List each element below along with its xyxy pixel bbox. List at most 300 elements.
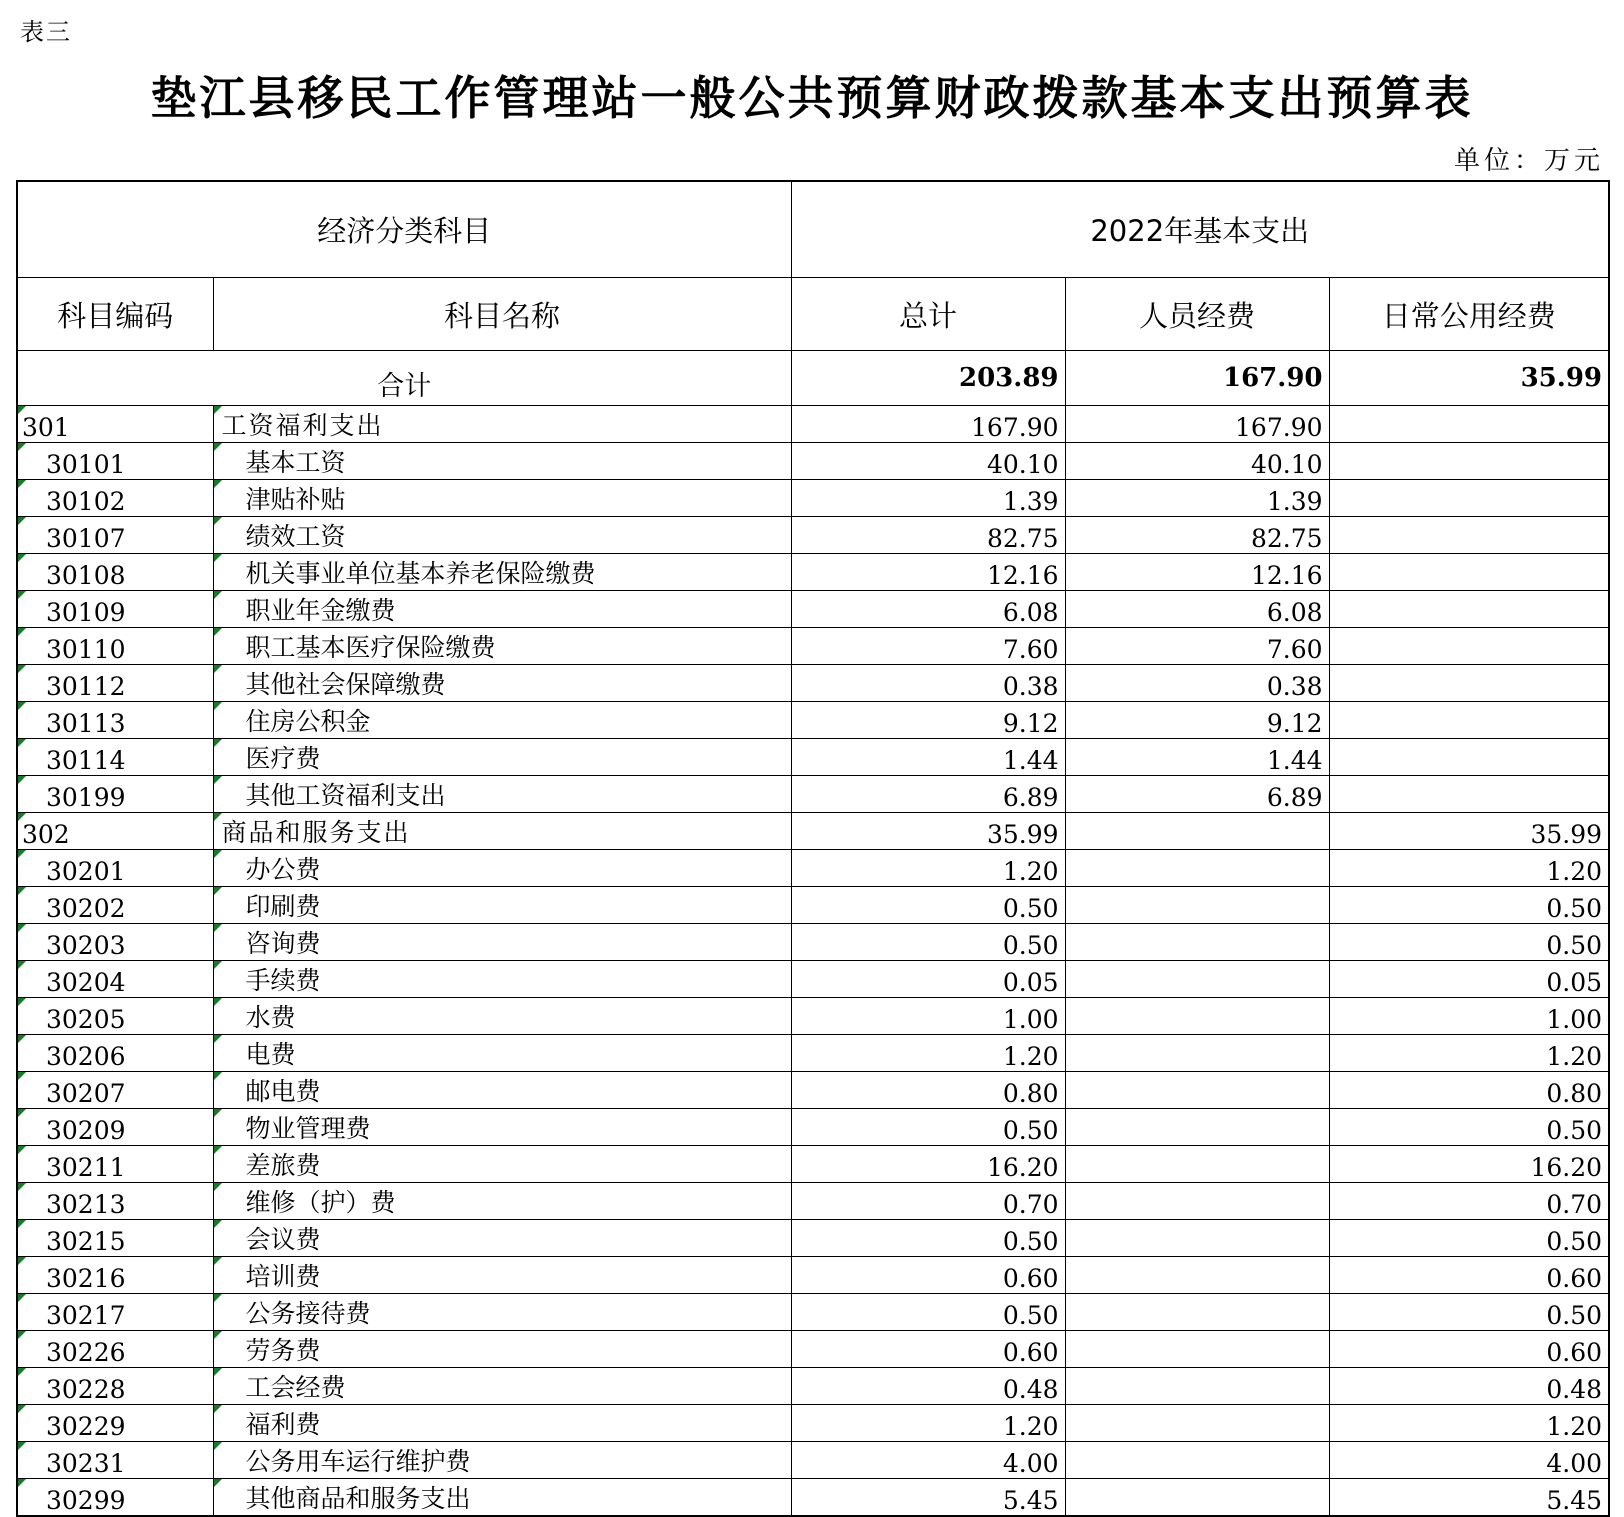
row-total-text: 40.10 — [986, 450, 1059, 479]
cell-marker-icon — [18, 591, 26, 599]
table-row — [17, 517, 1609, 554]
row-code — [17, 554, 213, 591]
row-total — [791, 517, 1065, 554]
row-code — [17, 406, 213, 443]
row-code — [17, 1072, 213, 1109]
row-total-text: 1.44 — [1002, 746, 1059, 775]
row-public — [1329, 887, 1609, 924]
cell-marker-icon — [18, 1220, 26, 1228]
table-row — [17, 1220, 1609, 1257]
row-personnel — [1065, 591, 1329, 628]
cell-marker-icon — [214, 1479, 222, 1487]
row-code — [17, 591, 213, 628]
header-name: 科目名称 — [213, 278, 791, 351]
row-personnel — [1065, 961, 1329, 998]
row-code-text: 30206 — [46, 1042, 126, 1071]
cell-marker-icon — [18, 850, 26, 858]
table-row — [17, 887, 1609, 924]
row-public — [1329, 628, 1609, 665]
table-row — [17, 554, 1609, 591]
cell-marker-icon — [214, 924, 222, 932]
cell-marker-icon — [214, 665, 222, 673]
row-name-text: 会议费 — [245, 1225, 321, 1254]
row-public — [1329, 554, 1609, 591]
row-code — [17, 1035, 213, 1072]
row-name — [213, 776, 791, 813]
cell-marker-icon — [18, 1368, 26, 1376]
row-name-text: 商品和服务支出 — [221, 818, 411, 847]
row-personnel-text: 82.75 — [1250, 524, 1323, 553]
row-total-text: 167.90 — [971, 413, 1059, 442]
row-code-text: 30101 — [46, 450, 126, 479]
row-name — [213, 702, 791, 739]
row-personnel — [1065, 1220, 1329, 1257]
row-public — [1329, 998, 1609, 1035]
budget-table-body — [17, 181, 1609, 1516]
row-total-text: 7.60 — [1002, 635, 1059, 664]
cell-marker-icon — [18, 1109, 26, 1117]
table-row — [17, 850, 1609, 887]
cell-marker-icon — [18, 1331, 26, 1339]
cell-marker-icon — [18, 554, 26, 562]
table-row — [17, 1331, 1609, 1368]
row-name-text: 手续费 — [245, 966, 321, 995]
row-personnel-text: 0.38 — [1266, 672, 1323, 701]
page-title: 垫江县移民工作管理站一般公共预算财政拨款基本支出预算表 — [150, 71, 1474, 125]
row-personnel-text: 6.08 — [1266, 598, 1323, 627]
row-code — [17, 702, 213, 739]
unit-label: 单位：万元 — [1453, 146, 1604, 176]
row-total-text: 35.99 — [986, 820, 1059, 849]
row-total-text: 0.50 — [1002, 1301, 1059, 1330]
row-total — [791, 813, 1065, 850]
row-code-text: 30228 — [46, 1375, 126, 1404]
header-personnel: 人员经费 — [1065, 278, 1329, 351]
row-personnel — [1065, 1479, 1329, 1517]
row-public — [1329, 924, 1609, 961]
row-personnel — [1065, 517, 1329, 554]
cell-marker-icon — [214, 406, 222, 414]
row-name-text: 职工基本医疗保险缴费 — [245, 633, 496, 662]
row-total-text: 1.20 — [1002, 1042, 1059, 1071]
row-code — [17, 1405, 213, 1442]
cell-marker-icon — [18, 998, 26, 1006]
row-code-text: 30114 — [46, 746, 126, 775]
header-row-2 — [17, 278, 1609, 351]
row-name — [213, 480, 791, 517]
row-total-text: 82.75 — [986, 524, 1059, 553]
cell-marker-icon — [214, 1072, 222, 1080]
row-total — [791, 998, 1065, 1035]
row-total-text: 0.60 — [1002, 1338, 1059, 1367]
row-name-text: 福利费 — [245, 1410, 321, 1439]
row-code-text: 30102 — [46, 487, 126, 516]
cell-marker-icon — [214, 998, 222, 1006]
row-public — [1329, 1294, 1609, 1331]
cell-marker-icon — [214, 702, 222, 710]
cell-marker-icon — [18, 1442, 26, 1450]
row-personnel-text: 40.10 — [1250, 450, 1323, 479]
row-code — [17, 961, 213, 998]
row-total — [791, 554, 1065, 591]
total-public: 35.99 — [1329, 351, 1609, 406]
cell-marker-icon — [18, 665, 26, 673]
row-personnel — [1065, 1442, 1329, 1479]
row-name-text: 公务用车运行维护费 — [245, 1447, 471, 1476]
row-public-text: 1.20 — [1546, 857, 1603, 886]
row-name — [213, 443, 791, 480]
row-name — [213, 554, 791, 591]
row-code-text: 30112 — [46, 672, 126, 701]
header-public: 日常公用经费 — [1329, 278, 1609, 351]
row-personnel — [1065, 1331, 1329, 1368]
table-label: 表三 — [20, 18, 72, 46]
row-name — [213, 1368, 791, 1405]
row-public — [1329, 702, 1609, 739]
row-total — [791, 1146, 1065, 1183]
cell-marker-icon — [214, 554, 222, 562]
row-name-text: 其他商品和服务支出 — [245, 1484, 471, 1513]
row-total — [791, 665, 1065, 702]
row-code — [17, 628, 213, 665]
row-personnel — [1065, 776, 1329, 813]
row-personnel — [1065, 1072, 1329, 1109]
row-total-text: 0.70 — [1002, 1190, 1059, 1219]
row-code — [17, 1442, 213, 1479]
row-code — [17, 443, 213, 480]
row-code-text: 30205 — [46, 1005, 126, 1034]
row-public — [1329, 443, 1609, 480]
row-personnel — [1065, 1035, 1329, 1072]
cell-marker-icon — [18, 887, 26, 895]
row-total-text: 12.16 — [986, 561, 1059, 590]
row-total — [791, 591, 1065, 628]
row-public — [1329, 1183, 1609, 1220]
row-public-text: 0.50 — [1546, 1227, 1603, 1256]
cell-marker-icon — [18, 1257, 26, 1265]
row-name — [213, 665, 791, 702]
row-code — [17, 813, 213, 850]
row-code-text: 30108 — [46, 561, 126, 590]
row-public-text: 0.05 — [1546, 968, 1603, 997]
row-total — [791, 1220, 1065, 1257]
row-total-text: 4.00 — [1002, 1449, 1059, 1478]
row-public — [1329, 961, 1609, 998]
table-row — [17, 739, 1609, 776]
row-public — [1329, 1331, 1609, 1368]
cell-marker-icon — [18, 702, 26, 710]
row-total — [791, 1479, 1065, 1517]
row-name-text: 其他社会保障缴费 — [245, 670, 446, 699]
row-name — [213, 1479, 791, 1517]
row-name — [213, 628, 791, 665]
row-public-text: 0.50 — [1546, 1301, 1603, 1330]
row-name — [213, 1331, 791, 1368]
row-code-text: 30107 — [46, 524, 126, 553]
row-personnel — [1065, 1405, 1329, 1442]
cell-marker-icon — [18, 776, 26, 784]
row-public — [1329, 1072, 1609, 1109]
budget-table — [16, 180, 1610, 1517]
table-row — [17, 443, 1609, 480]
row-name — [213, 1257, 791, 1294]
row-name-text: 机关事业单位基本养老保险缴费 — [245, 559, 596, 588]
table-row — [17, 1072, 1609, 1109]
row-personnel — [1065, 1146, 1329, 1183]
row-personnel — [1065, 665, 1329, 702]
row-public — [1329, 1479, 1609, 1517]
cell-marker-icon — [18, 480, 26, 488]
row-total — [791, 924, 1065, 961]
header-year-basic: 2022年基本支出 — [791, 181, 1609, 278]
row-total — [791, 1035, 1065, 1072]
row-total-text: 1.20 — [1002, 1412, 1059, 1441]
row-personnel — [1065, 628, 1329, 665]
row-code — [17, 517, 213, 554]
row-total — [791, 1405, 1065, 1442]
row-code — [17, 887, 213, 924]
row-name-text: 差旅费 — [245, 1151, 321, 1180]
row-name — [213, 1109, 791, 1146]
cell-marker-icon — [18, 1146, 26, 1154]
table-row — [17, 480, 1609, 517]
cell-marker-icon — [214, 887, 222, 895]
table-row — [17, 1146, 1609, 1183]
row-name — [213, 1294, 791, 1331]
row-name-text: 医疗费 — [245, 744, 321, 773]
row-name-text: 邮电费 — [245, 1077, 321, 1106]
cell-marker-icon — [214, 1405, 222, 1413]
row-personnel — [1065, 702, 1329, 739]
row-code — [17, 1257, 213, 1294]
row-public-text: 0.70 — [1546, 1190, 1603, 1219]
row-total — [791, 1331, 1065, 1368]
row-name-text: 劳务费 — [245, 1336, 321, 1365]
row-public-text: 1.20 — [1546, 1412, 1603, 1441]
table-row — [17, 665, 1609, 702]
row-name — [213, 517, 791, 554]
cell-marker-icon — [214, 1294, 222, 1302]
table-row — [17, 998, 1609, 1035]
row-total-text: 0.50 — [1002, 1227, 1059, 1256]
cell-marker-icon — [18, 813, 26, 821]
table-row — [17, 1183, 1609, 1220]
table-row — [17, 702, 1609, 739]
row-code — [17, 1479, 213, 1517]
row-total-text: 0.38 — [1002, 672, 1059, 701]
row-name-text: 电费 — [245, 1040, 296, 1069]
row-total-text: 1.20 — [1002, 857, 1059, 886]
row-total-text: 0.48 — [1002, 1375, 1059, 1404]
row-name-text: 培训费 — [245, 1262, 321, 1291]
row-total — [791, 1072, 1065, 1109]
row-total — [791, 1294, 1065, 1331]
row-personnel — [1065, 887, 1329, 924]
row-code — [17, 1109, 213, 1146]
row-code-text: 30109 — [46, 598, 126, 627]
table-row — [17, 776, 1609, 813]
row-personnel — [1065, 924, 1329, 961]
cell-marker-icon — [214, 517, 222, 525]
cell-marker-icon — [18, 406, 26, 414]
row-public-text: 5.45 — [1546, 1486, 1603, 1515]
row-public-text: 4.00 — [1546, 1449, 1603, 1478]
row-personnel — [1065, 998, 1329, 1035]
header-econ-category: 经济分类科目 — [17, 181, 791, 278]
row-personnel — [1065, 850, 1329, 887]
table-row — [17, 1294, 1609, 1331]
row-name-text: 印刷费 — [245, 892, 321, 921]
cell-marker-icon — [18, 628, 26, 636]
row-name — [213, 887, 791, 924]
cell-marker-icon — [214, 1035, 222, 1043]
row-public — [1329, 1368, 1609, 1405]
row-name — [213, 961, 791, 998]
row-total-text: 6.08 — [1002, 598, 1059, 627]
row-name-text: 住房公积金 — [245, 707, 371, 736]
row-public — [1329, 406, 1609, 443]
row-code — [17, 739, 213, 776]
table-row — [17, 591, 1609, 628]
table-row — [17, 1257, 1609, 1294]
row-total — [791, 443, 1065, 480]
cell-marker-icon — [214, 443, 222, 451]
row-code-text: 30229 — [46, 1412, 126, 1441]
row-total — [791, 1257, 1065, 1294]
row-total-text: 0.50 — [1002, 1116, 1059, 1145]
row-code-text: 30201 — [46, 857, 126, 886]
row-code — [17, 1368, 213, 1405]
row-public — [1329, 1220, 1609, 1257]
total-total: 203.89 — [791, 351, 1065, 406]
row-total — [791, 480, 1065, 517]
row-code — [17, 1220, 213, 1257]
row-total-text: 0.50 — [1002, 894, 1059, 923]
row-total — [791, 776, 1065, 813]
row-code-text: 30207 — [46, 1079, 126, 1108]
row-public-text: 1.20 — [1546, 1042, 1603, 1071]
table-row — [17, 1405, 1609, 1442]
header-total: 总计 — [791, 278, 1065, 351]
row-code-text: 30211 — [46, 1153, 126, 1182]
row-personnel — [1065, 406, 1329, 443]
cell-marker-icon — [18, 961, 26, 969]
row-name — [213, 924, 791, 961]
row-personnel — [1065, 443, 1329, 480]
row-code-text: 30113 — [46, 709, 126, 738]
row-personnel — [1065, 1294, 1329, 1331]
cell-marker-icon — [214, 480, 222, 488]
row-code-text: 30203 — [46, 931, 126, 960]
row-public — [1329, 591, 1609, 628]
row-code-text: 30299 — [46, 1486, 126, 1515]
row-personnel — [1065, 739, 1329, 776]
row-total — [791, 739, 1065, 776]
row-personnel — [1065, 1368, 1329, 1405]
row-public — [1329, 1109, 1609, 1146]
row-name-text: 基本工资 — [245, 448, 346, 477]
row-personnel-text: 7.60 — [1266, 635, 1323, 664]
row-code-text: 30231 — [46, 1449, 126, 1478]
cell-marker-icon — [214, 813, 222, 821]
row-total-text: 0.80 — [1002, 1079, 1059, 1108]
row-code-text: 302 — [22, 820, 70, 849]
row-public — [1329, 1146, 1609, 1183]
cell-marker-icon — [214, 739, 222, 747]
row-personnel-text: 1.44 — [1266, 746, 1323, 775]
row-personnel — [1065, 1183, 1329, 1220]
row-total-text: 0.60 — [1002, 1264, 1059, 1293]
cell-marker-icon — [18, 1294, 26, 1302]
table-row — [17, 1035, 1609, 1072]
row-personnel — [1065, 813, 1329, 850]
row-code — [17, 850, 213, 887]
cell-marker-icon — [18, 1072, 26, 1080]
row-personnel — [1065, 1257, 1329, 1294]
row-name — [213, 1183, 791, 1220]
row-total-text: 0.50 — [1002, 931, 1059, 960]
row-code-text: 301 — [22, 413, 70, 442]
table-row — [17, 813, 1609, 850]
row-name — [213, 998, 791, 1035]
cell-marker-icon — [214, 628, 222, 636]
row-name-text: 工资福利支出 — [221, 411, 384, 440]
cell-marker-icon — [214, 776, 222, 784]
row-code-text: 30209 — [46, 1116, 126, 1145]
row-total — [791, 887, 1065, 924]
cell-marker-icon — [214, 1220, 222, 1228]
row-name — [213, 1220, 791, 1257]
row-total — [791, 1183, 1065, 1220]
header-code: 科目编码 — [17, 278, 213, 351]
row-personnel — [1065, 480, 1329, 517]
row-name — [213, 813, 791, 850]
row-total — [791, 702, 1065, 739]
row-public-text: 1.00 — [1546, 1005, 1603, 1034]
row-name-text: 其他工资福利支出 — [245, 781, 446, 810]
row-public-text: 0.50 — [1546, 931, 1603, 960]
row-code-text: 30226 — [46, 1338, 126, 1367]
row-name-text: 工会经费 — [245, 1373, 346, 1402]
row-code — [17, 1146, 213, 1183]
row-name — [213, 1146, 791, 1183]
row-name-text: 职业年金缴费 — [245, 596, 396, 625]
cell-marker-icon — [214, 591, 222, 599]
row-total — [791, 628, 1065, 665]
row-public — [1329, 480, 1609, 517]
row-total-text: 1.00 — [1002, 1005, 1059, 1034]
row-code — [17, 924, 213, 961]
row-total-text: 16.20 — [986, 1153, 1059, 1182]
row-name — [213, 850, 791, 887]
total-row — [17, 351, 1609, 406]
cell-marker-icon — [214, 1368, 222, 1376]
row-public-text: 0.80 — [1546, 1079, 1603, 1108]
table-row — [17, 961, 1609, 998]
row-public-text: 16.20 — [1530, 1153, 1603, 1182]
row-personnel — [1065, 1109, 1329, 1146]
row-personnel-text: 167.90 — [1235, 413, 1323, 442]
table-row — [17, 924, 1609, 961]
row-personnel-text: 1.39 — [1266, 487, 1323, 516]
row-code — [17, 1294, 213, 1331]
row-public-text: 0.50 — [1546, 894, 1603, 923]
row-public-text: 0.48 — [1546, 1375, 1603, 1404]
row-name-text: 水费 — [245, 1003, 296, 1032]
row-name-text: 津贴补贴 — [245, 485, 346, 514]
row-public — [1329, 517, 1609, 554]
row-public — [1329, 665, 1609, 702]
